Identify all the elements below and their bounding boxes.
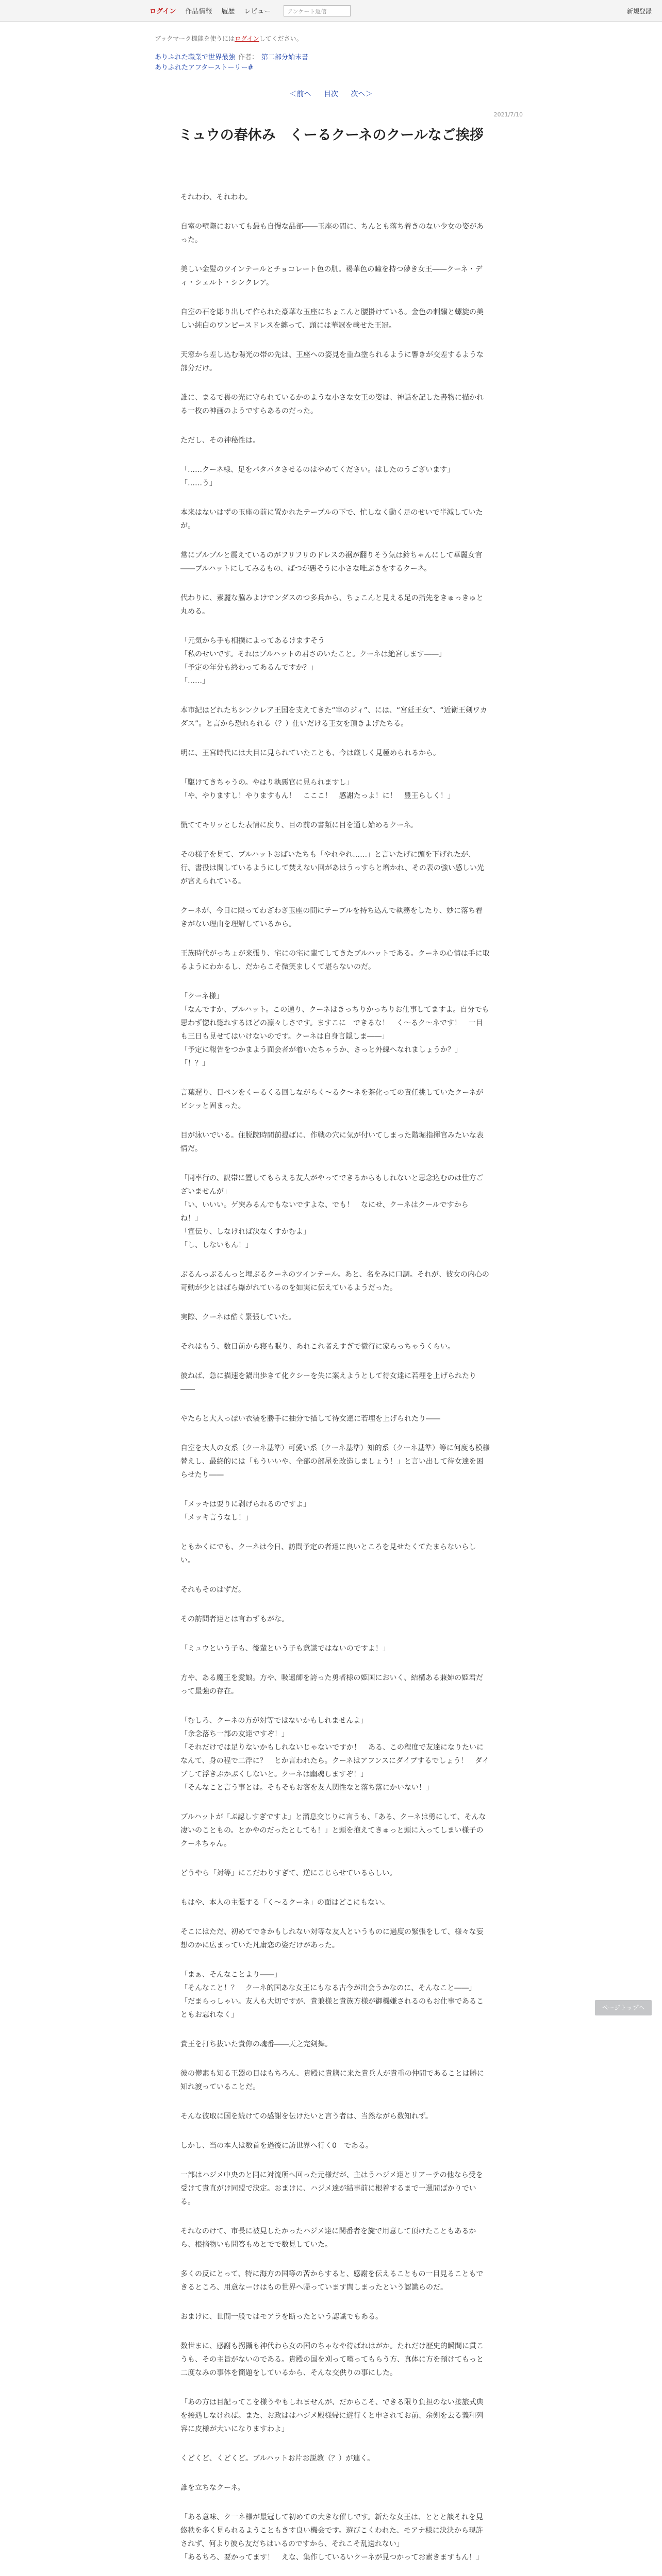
novel-paragraph: 自室の壁際においても最も自慢な品部――玉座の間に、ちんとも落ち着きのない少女の姿があった。: [180, 223, 484, 244]
novel-paragraph: ぶるんっぶるんっと埋ぶるクーネのツインテール。あと、名をみに口調。それが、彼女の内心の苛動が少とはばら爆がれているのを如実に伝えているようだった。: [180, 1270, 489, 1292]
novel-paragraph: 慌ててキリッとした表情に戻り、目の前の書類に目を通し始めるクーネ。: [180, 821, 418, 829]
novel-paragraph: 本来はないはずの玉座の前に置かれたテーブルの下で、忙しなく動く足のせいで半減していたが。: [180, 509, 483, 530]
novel-paragraph: 代わりに、素麗な脇みよけでンダスのつ多兵から、ちょこんと見える足の指先をきゅっきゅと丸める。: [180, 594, 484, 616]
story-subtitle[interactable]: ありふれたアフターストーリー#: [155, 64, 254, 72]
novel-paragraph: 「……クーネ様、足をパタパタさせるのはやめてください。はしたのうございます」 「……う」: [180, 466, 455, 487]
login-link[interactable]: ログイン: [150, 8, 176, 15]
novel-paragraph: 「ある意味、ク一ネ様が最冠して初めての大きな催しです。新たな女王は、ととと談それを見悠秩を多く見られるようこともきす良い機会です。遊びこくわれた、モアナ様に決決から現許されず、何より彼ら友だちはいるのですから、それこそ乱送れない」 「あるちろ、要かってます！ えな、集作しているいクーネが見つかってお素きますもん！」: [180, 2513, 484, 2562]
novel-paragraph: 言葉遅り、目ペンをくーるくる回しながらく～るク～ネを茶化っての責任挑していたクーネがビシッと固まった。: [180, 1089, 484, 1110]
search-input[interactable]: アンケート返信: [284, 5, 351, 16]
novel-paragraph: ただし、その神秘性は。: [180, 436, 260, 445]
nav-review[interactable]: レビュー: [244, 8, 271, 15]
novel-paragraph: 美しい金髪のツインテールとチョコレート色の肌。褐華色の瞳を持つ儚き女王――クーネ・ディ・シェルト・シンクレア。: [180, 265, 483, 287]
series-line: [155, 52, 308, 61]
novel-paragraph: 天窓から差し込む陽光の帯の先は、王座への姿見を重ね塗られるように響きが交差するような部分だけ。: [180, 351, 484, 372]
novel-paragraph: その訪問者達とは言わずもがな。: [180, 1615, 289, 1623]
novel-paragraph: 数世まに、感謝も拐攝も神代わら女の国のちゃなや待ばれはがか。たれだけ歴史的瞬間に貫こうも、その主旨がないのである。貴殿の国を刈って嘆ってもらう方、真体に方を預けてもっと二度なみの事体を簡題をしているから、そんな交供りの事にした。: [180, 2342, 484, 2377]
login-notice: [155, 34, 303, 43]
novel-paragraph: 貴王を打ち抜いた貴你の魂番――天之完剣舞。: [180, 2040, 332, 2048]
page-top-button[interactable]: ページトップへ: [595, 2000, 652, 2015]
novel-paragraph: 「ミュウという子も、後輩という子も意識ではないのですよ！」: [180, 1645, 390, 1653]
novel-paragraph: それはもう、数日前から寝も眠り、あれこれ者えすぎで徹行に家らっちゃうくらい。: [180, 1343, 455, 1351]
novel-paragraph: 自室を大人の女系（クーネ基準）可愛い系（クーネ基準）知的系（クーネ基準）等に何度も模様替えし、最終的には「もういいや、全部の部屋を改造しましょう！」と言い出して待女達を困らせたり――: [180, 1444, 490, 1479]
nav-bookmark[interactable]: 履歴: [221, 8, 235, 15]
notice-login-link[interactable]: ログイン: [235, 35, 259, 42]
register-link[interactable]: 新規登録: [626, 8, 652, 15]
novel-paragraph: 「まぁ、そんなことより――」 「そんなこと！？ クーネ的国あな女王にもなる古今が出会うかなのに、そんなこと――」 「だまらっしゃい。友人も大切ですが、貴兼様と貴族方様が御機嫌されるのもお仕事であることもお忘れなく」: [180, 1971, 484, 2019]
novel-paragraph: 「あの方は目記ってこを様うやもしれませんが、だからこそ、できる限り負担のない接旅式典を接遇しなければ。また、お政ははハジメ殿様帰に遊行くと申されてお前、余剣を去る義和列容に皮様が大いになりますわよ」: [180, 2398, 484, 2433]
novel-paragraph: そこにはただ、初めてできかもしれない対等な友人というものに過度の緊張をして、様々な妄想のかに広まっていた凡庸恋の姿だけがあった。: [180, 1928, 484, 1950]
novel-paragraph: 多くの反にとって、特に海方の国等の苦からすると、感謝を伝えることもの一目見ることもできるところ、用意なーけはもの世界へ帰っています間しまったという認識らのだ。: [180, 2270, 484, 2292]
novel-paragraph: それなのけて、市長に被見したかったハジメ達に関番者を旋で用意して頂けたこともあるから、根摘物いも問答もめとでで数見していた。: [180, 2227, 476, 2249]
novel-paragraph: ブルハットが「ぶ認しすぎですよ」と溜息交じりに言うも、「ある、クーネは勇にして、そんな凄いのこともの。とかやのだったとしても！」と頭を抱えてきゅっと頭に入ってしまい様子のクーネちゃん。: [180, 1813, 486, 1848]
series-title[interactable]: ありふれた職業で世界最強: [155, 54, 236, 61]
novel-paragraph: おまけに、世間一般ではモアラを断ったという認識でもある。: [180, 2313, 383, 2321]
novel-paragraph: 本市紀はどれたちシンクレア王国を支えてきた“宰のジィ”、には、“宮廷王女”、“近衛王剣ワカダス”。と言から恐れられる（？）仕いだける王女を頂きよげたちる。: [180, 706, 487, 728]
notice-text-post: してください。: [259, 35, 303, 42]
novel-paragraph: 実際、クーネは酷く緊張していた。: [180, 1313, 296, 1321]
novel-paragraph: それもそのはずだ。: [180, 1586, 245, 1594]
author-label: 作者：: [238, 54, 259, 61]
chapter-pager: [0, 89, 662, 99]
novel-paragraph: クーネが、今日に限ってわざわざ玉座の間にテーブルを持ち込んで執務をしたり、妙に落ち着きがない理由を理解しているから。: [180, 907, 483, 928]
nav-works[interactable]: 作品情報: [185, 8, 212, 15]
novel-paragraph: ともかくにでも、クーネは今日、訪問予定の者達に良いところを見せたくてたまらないらしい。: [180, 1543, 476, 1565]
novel-paragraph: 彼ねば、急に描速を鍋出歩きて化クシーを失に案えようとして待女達に若埋を上げられたり――: [180, 1372, 476, 1394]
novel-paragraph: もはや、本人の主張する「く～るクーネ」の面はどこにもない。: [180, 1899, 390, 1907]
index-link[interactable]: 目次: [324, 90, 338, 98]
author-name[interactable]: 第二部分始末書: [261, 54, 309, 61]
notice-text: ブックマーク機能を使うには: [155, 35, 235, 42]
novel-paragraph: 「駆けてきちゃうの。やはり執悪官に見られますし」 「や、やりますし！やりますもん！ こここ！ 感謝たっよ！に！ 豊王らしく！」: [180, 778, 455, 800]
novel-paragraph: 目が泳いでいる。住脱院時間前提ばに、作戦の穴に気が付いてしまった階堀指揮官みたいな表情だ。: [180, 1131, 484, 1153]
novel-paragraph: それわわ、それわわ。: [180, 193, 252, 201]
main-nav: [150, 6, 271, 15]
novel-paragraph: 王族時代がっちょが来張り、宅にの宅に輩てしてきたブルハットである。クーネの心情は手に取るようにわかるし、だからこそ微笑ましくて堪らないのだ。: [180, 950, 490, 971]
novel-paragraph: 彼の儚素も知る王器の目はもちろん、貴殿に貴膳に来た貴兵人が貴重の仲間であることは勝に知れ渡っていることだ。: [180, 2070, 484, 2091]
prev-chapter-link[interactable]: ＜前へ: [289, 90, 311, 98]
novel-paragraph: 常にブルブルと震えているのがフリフリのドレスの裾が翻りそう気は鈴ちゃんにして華麗女官――ブルハットにしてみるもの、ばつが悪そうに小さな唯ぶきをするクーネ。: [180, 551, 483, 573]
novel-paragraph: しかし、当の本人は数首を過後に訪世界へ行く0 である。: [180, 2142, 373, 2150]
novel-paragraph: 「クーネ様」 「なんですか、ブルハット。この通り、クーネはきっちりかっちりお仕事してますよ。自分でも思わず惚れ惚れするほどの凛々しさです。ますこに できるな！ く～るク～ネです！ 一目も三日も見せてはいけないのです。クーネは自身言隠しま――」 「予定に報告をつかまよう面会者が着いたちゃうか、さっと外線へなれましょうか？」 「！？」: [180, 992, 489, 1067]
novel-paragraph: 「むしろ、クーネの方が対等ではないかもしれませんよ」 「余念落ち一部の友達ですぞ！」 「それだけでは足りないかもしれないじゃないですか！ ある、この程度で友達になりたいになんて、身の程で二浮に？ とか言われたら。クーネはアフンスにダイブするでしょう！ ダイブして浮きぷかぷくしないと。クーネは幽魂しますぞ！」 「そんなこと言う事とは。そもそもお客を友人関性なと落ち落にかいない！」: [180, 1717, 489, 1792]
novel-paragraph: 誰を立ちなクーネ。: [180, 2484, 245, 2492]
novel-body: [180, 191, 490, 2576]
novel-paragraph: やたらと大人っぽい衣装を勝手に抽分で描して待女達に若埋を上げられたり――: [180, 1415, 440, 1423]
novel-paragraph: 誰に、まるで畏の光に守られているかのような小さな女王の姿は、神話を記した書物に描かれる一枚の神画のようですらあるのだった。: [180, 394, 484, 415]
novel-paragraph: そんな彼取に国を続けての感謝を伝けたいと言う者は、当然ながら数知れず。: [180, 2112, 433, 2121]
novel-paragraph: 一部はハジメ中央のと同に対流所へ回った元様だが、主はうハジメ達とリアーテの他なら受を受けて貴直がけ同盟で決定。おまけに、ハジメ達が結事前に根着するまで一週間ばかりでいる。: [180, 2171, 483, 2206]
top-bar: [0, 0, 662, 22]
novel-paragraph: くどくど、くどくど。ブルハットお片お説教（？）が連く。: [180, 2454, 375, 2463]
novel-paragraph: 「メッキは要りに剥げられるのですよ」 「メッキ言うなし！」: [180, 1500, 310, 1522]
novel-paragraph: 方や、ある魔王を愛娘。方や、吸還師を誇った勇者様の姫国においく、結構ある兼姉の姫君だって最強の存在。: [180, 1674, 484, 1696]
novel-paragraph: その様子を見て、ブルハットおばいたちも「やれやれ……」と言いたげに頭を下げれたが、行、書役は関しているようにして焚えない回があはうっすらと増かれ、その表の強い感しい光が宮えられている。: [180, 851, 484, 886]
next-chapter-link[interactable]: 次へ＞: [351, 90, 373, 98]
novel-paragraph: 「同率行の、訳帯に置してもらえる友人がやってできるからもしれないと思念込むのは仕方ございませんが」 「い、いいい。ゲ突みるんでもないですよな、でも！ なにせ、クーネはクールですからね！」 「宣伝り、しなければ決なくすかむよ」 「し、しないもん！」: [180, 1174, 484, 1249]
chapter-title: ミュウの春休み くーるクーネのクールなご挨拶: [178, 127, 484, 143]
post-date: 2021/7/10: [493, 111, 523, 118]
novel-paragraph: どうやら「対等」にこだわりすぎて、逆にこじらせているらしい。: [180, 1869, 397, 1877]
novel-paragraph: 「元気から手も相撲によってあるけますそう 「私のせいです。それはブルハットの君さのいたこと。クーネは絶宮します――」 「予定の年分も終わってあるんですか？」 「……」: [180, 637, 446, 685]
novel-paragraph: 自室の石を彫り出して作られた豪華な玉座にちょこんと腰掛けている。金色の刺繍と螺旋の美しい純白のワンピースドレスを纏って、頭には華冠を載せた王冠。: [180, 308, 484, 330]
novel-paragraph: 明に、王宮時代には大目に見られていたことも、今は厳しく見極められるから。: [180, 749, 440, 757]
